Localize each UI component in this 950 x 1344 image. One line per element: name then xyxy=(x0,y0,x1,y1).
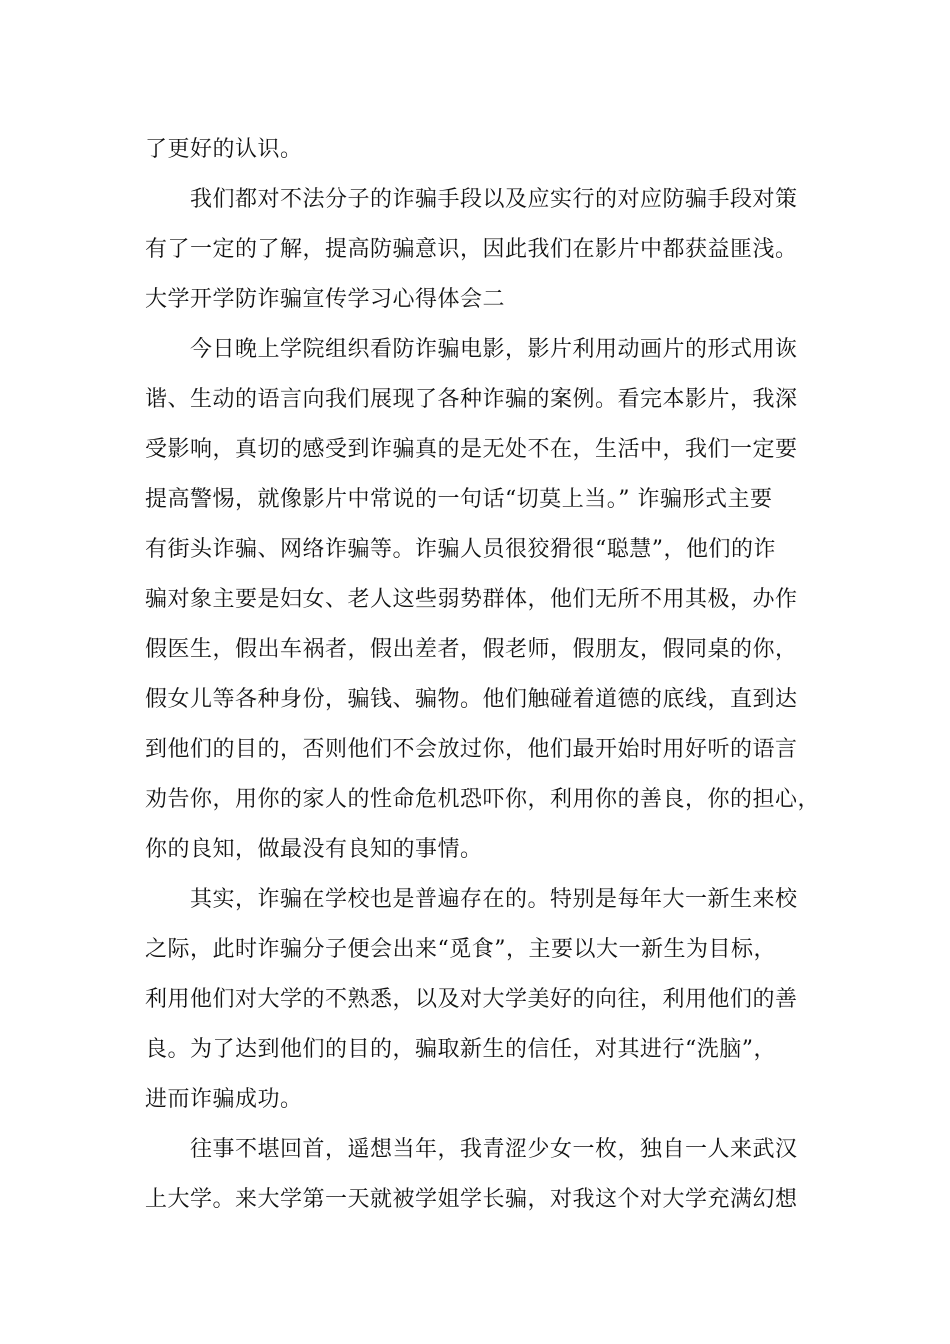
text-line: 其实，诈骗在学校也是普遍存在的。特别是每年大一新生来校 xyxy=(190,887,798,912)
text-line: 之际，此时诈骗分子便会出来“觅食”，主要以大一新生为目标， xyxy=(145,937,776,962)
text-line: 我们都对不法分子的诈骗手段以及应实行的对应防骗手段对策 xyxy=(190,187,798,212)
text-line: 往事不堪回首，遥想当年，我青涩少女一枚，独自一人来武汉 xyxy=(190,1137,798,1162)
text-line: 到他们的目的，否则他们不会放过你，他们最开始时用好听的语言 xyxy=(145,737,798,762)
text-line: 劝告你，用你的家人的性命危机恐吓你，利用你的善良，你的担心， xyxy=(145,787,821,812)
text-line: 良。为了达到他们的目的，骗取新生的信任，对其进行“洗脑”， xyxy=(145,1037,776,1062)
paragraph-movie-reflection xyxy=(145,325,821,875)
text-line: 你的良知，做最没有良知的事情。 xyxy=(145,837,483,862)
paragraph-anti-fraud-understanding xyxy=(145,175,815,275)
text-line: 假医生，假出车祸者，假出差者，假老师，假朋友，假同桌的你， xyxy=(145,637,798,662)
text-line: 有街头诈骗、网络诈骗等。诈骗人员很狡猾很“聪慧”，他们的诈 xyxy=(145,537,776,562)
text-line: 了更好的认识。 xyxy=(145,137,303,162)
document-body xyxy=(145,125,821,1225)
section-heading xyxy=(145,275,815,325)
text-line: 骗对象主要是妇女、老人这些弱势群体，他们无所不用其极，办作 xyxy=(145,587,798,612)
text-line: 有了一定的了解，提高防骗意识，因此我们在影片中都获益匪浅。 xyxy=(145,237,798,262)
section-title: 大学开学防诈骗宣传学习心得体会二 xyxy=(145,287,506,312)
paragraph-campus-fraud xyxy=(145,875,815,1125)
text-line: 谐、生动的语言向我们展现了各种诈骗的案例。看完本影片，我深 xyxy=(145,387,798,412)
paragraph-continuation xyxy=(145,125,815,175)
text-line: 今日晚上学院组织看防诈骗电影，影片利用动画片的形式用诙 xyxy=(190,337,798,362)
text-line: 利用他们对大学的不熟悉，以及对大学美好的向往，利用他们的善 xyxy=(145,987,798,1012)
text-line: 进而诈骗成功。 xyxy=(145,1087,303,1112)
text-line: 受影响，真切的感受到诈骗真的是无处不在，生活中，我们一定要 xyxy=(145,437,798,462)
paragraph-personal-story xyxy=(145,1125,815,1225)
text-line: 提高警惕，就像影片中常说的一句话“切莫上当。” 诈骗形式主要 xyxy=(145,487,773,512)
text-line: 假女儿等各种身份，骗钱、骗物。他们触碰着道德的底线，直到达 xyxy=(145,687,798,712)
text-line: 上大学。来大学第一天就被学姐学长骗，对我这个对大学充满幻想 xyxy=(145,1187,798,1212)
